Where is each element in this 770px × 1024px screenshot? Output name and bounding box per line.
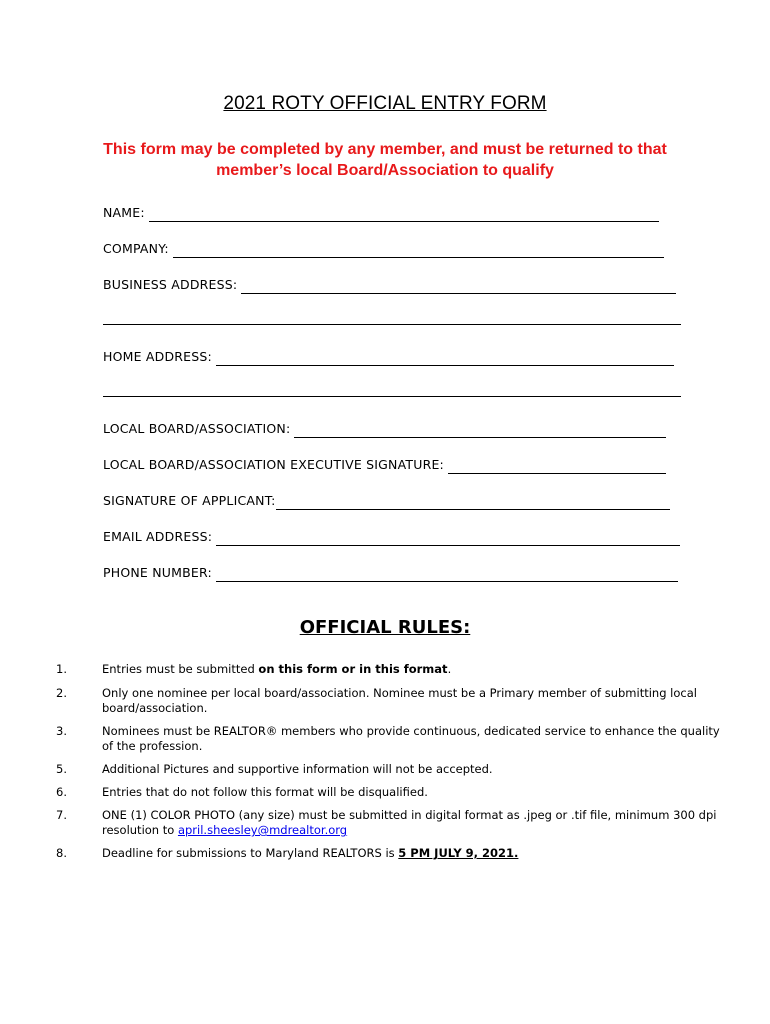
rule-number: 1.: [56, 662, 67, 676]
rule-number: 3.: [56, 724, 67, 738]
business-address-line[interactable]: [241, 279, 676, 294]
form-title: 2021 ROTY OFFICIAL ENTRY FORM: [223, 93, 547, 114]
phone-line[interactable]: [216, 567, 678, 582]
rule-text: Entries must be submitted on this form or in this format.: [102, 662, 452, 676]
exec-signature-field[interactable]: [103, 452, 666, 472]
rule-text: Additional Pictures and supportive information will not be accepted.: [102, 762, 493, 776]
local-board-field[interactable]: [103, 416, 666, 436]
name-label: NAME:: [103, 205, 145, 220]
home-address-line[interactable]: [216, 351, 674, 366]
form-subtitle-line-1: This form may be completed by any member, and must be returned to that: [103, 141, 667, 158]
company-label: COMPANY:: [103, 241, 169, 256]
rule-text: Entries that do not follow this format will be disqualified.: [102, 785, 428, 799]
home-address-field[interactable]: [103, 344, 674, 364]
email-label: EMAIL ADDRESS:: [103, 529, 213, 544]
email-field[interactable]: [103, 524, 680, 544]
name-line[interactable]: [149, 207, 659, 222]
name-field[interactable]: [103, 200, 659, 220]
rule-number: 7.: [56, 808, 67, 822]
business-address-label: BUSINESS ADDRESS:: [103, 277, 238, 292]
company-line[interactable]: [173, 243, 664, 258]
rule-text: Nominees must be REALTOR® members who provide continuous, dedicated service to enhance the quality of the profession.: [102, 724, 720, 753]
email-link[interactable]: april.sheesley@mdrealtor.org: [177, 823, 348, 837]
local-board-line[interactable]: [294, 423, 666, 438]
rule-text: Only one nominee per local board/association. Nominee must be a Primary member of submitting local board/association.: [102, 686, 697, 715]
email-line[interactable]: [216, 531, 680, 546]
rule-text: ONE (1) COLOR PHOTO (any size) must be submitted in digital format as .jpeg or .tif file, minimum 300 dpi resolution to april.sheesley@mdrealtor.org: [102, 808, 717, 837]
applicant-signature-field[interactable]: [103, 488, 670, 508]
rules-title: OFFICIAL RULES:: [299, 617, 471, 638]
applicant-signature-label: SIGNATURE OF APPLICANT:: [103, 493, 276, 508]
phone-field[interactable]: [103, 560, 678, 580]
home-address-line-2[interactable]: [103, 396, 681, 397]
exec-signature-line[interactable]: [448, 459, 666, 474]
local-board-label: LOCAL BOARD/ASSOCIATION:: [103, 421, 291, 436]
applicant-signature-line[interactable]: [276, 495, 670, 510]
rule-number: 8.: [56, 846, 67, 860]
rule-number: 6.: [56, 785, 67, 799]
deadline-text: 5 PM JULY 9, 2021.: [398, 846, 519, 860]
business-address-line-2[interactable]: [103, 324, 681, 325]
form-subtitle-line-2: member’s local Board/Association to qualify: [216, 162, 554, 179]
business-address-field[interactable]: [103, 272, 676, 292]
phone-label: PHONE NUMBER:: [103, 565, 212, 580]
rule-number: 5.: [56, 762, 67, 776]
rule-number: 2.: [56, 686, 67, 700]
rule-text: Deadline for submissions to Maryland REALTORS is 5 PM JULY 9, 2021.: [102, 846, 519, 860]
home-address-label: HOME ADDRESS:: [103, 349, 212, 364]
company-field[interactable]: [103, 236, 664, 256]
exec-signature-label: LOCAL BOARD/ASSOCIATION EXECUTIVE SIGNATURE:: [103, 457, 444, 472]
